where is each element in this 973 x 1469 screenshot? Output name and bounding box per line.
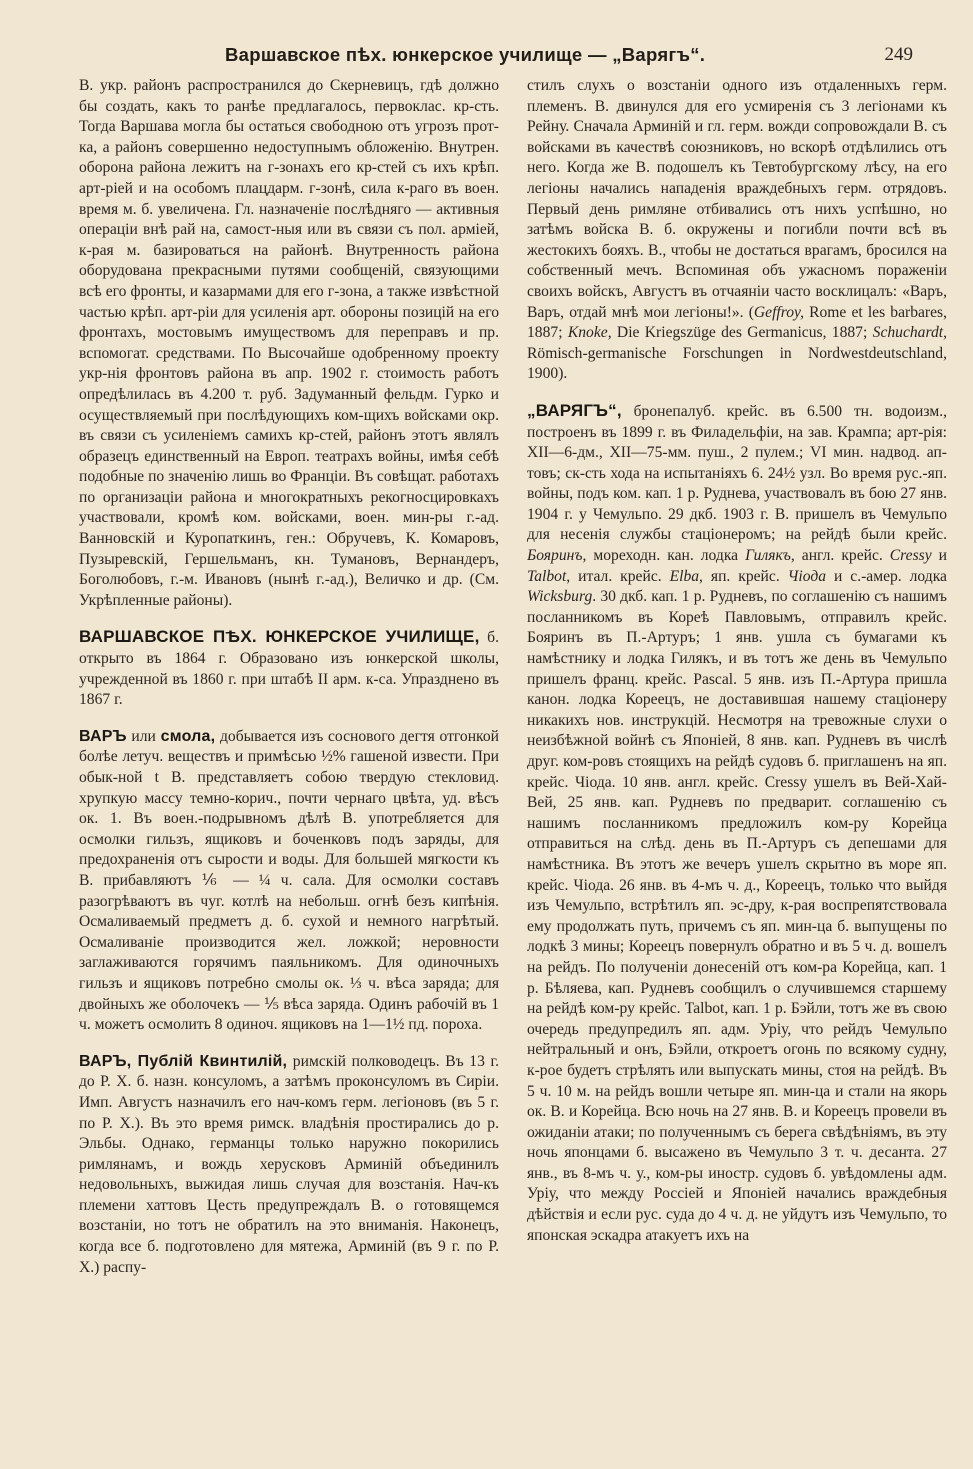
text-fragment: , яп. крейс. [699, 567, 788, 585]
entry-var-publius [79, 1052, 499, 1279]
text-columns [79, 76, 947, 1446]
paragraph-ukr-raion: В. укр. районъ распространился до Скерневицъ, гдѣ должно бы создать, какъ то ранѣе предлагалось, первоклас. кр-сть. Тогда Варшава могла бы остаться свободною отъ угрозъ прот-ка, а районъ совершенно недоступнымъ обложенію. Внутрен. оборона района лежитъ на г-зонахъ его кр-стей съ ихъ крѣп. арт-ріей и на особомъ плацдарм. г-зонѣ, сила к-раго въ воен. время м. б. увеличена. Гл. назначеніе послѣдняго — активныя операціи внѣ рай на, самост-ныя или въ связи съ пол. арміей, к-рая м. базироваться на районѣ. Внутренность района оборудована прекрасными путями сообщеній, связующими всѣ его фронты, и казармами для его г-зона, а также извѣстной частью крѣп. арт-ріи для усиленія арт. обороны позицій на его фронтахъ, мостовымъ имуществомъ для переправъ и пр. вспомогат. средствами. По Высочайше одобренному проекту укр-нія фронтовъ района въ апр. 1902 г. стоимость работъ опредѣлилась въ 4.200 т. руб. Задуманный фельдм. Гурко и осуществляемый при послѣдующихъ ком-щихъ войсками окр. въ связи съ усиленіемъ самихъ кр-стей, районъ этотъ являлъ образецъ единственный на Европ. театрахъ войны, имѣя себѣ подобные по значенію лишь во Франціи. Въ совѣщат. работахъ по организаціи района и многократныхъ рекогносцировкахъ участвовали, кромѣ ком. войсками, воен. мин-ры г.-ад. Ванновскій и Куропаткинъ, ген.: Обручевъ, К. Комаровъ, Пузыревскій, Гершельманъ, кн. Тумановъ, Вернандеръ, Боголюбовъ, г.-м. Ивановъ (нынѣ г.-ад.), Величко и др. (См. Укрѣпленные районы). [79, 77, 499, 609]
entry-connector: или [126, 727, 161, 745]
ship-name: Elba [669, 567, 700, 585]
left-column [79, 76, 499, 1446]
text-fragment: и [931, 547, 947, 565]
entry-title-warsaw-school: ВАРШАВСКОЕ ПѢХ. ЮНКЕРСКОЕ УЧИЛИЩЕ, [79, 627, 480, 647]
text-fragment: и с.-амер. лодка [826, 567, 947, 585]
right-column [527, 76, 947, 1446]
ship-name: Гилякъ [745, 547, 791, 565]
text-fragment: , англ. крейс. [790, 547, 890, 565]
text-fragment: , итал. крейс. [566, 567, 670, 585]
ref-author: Knoke, [567, 324, 612, 342]
ref-title: Römisch-germanische Forschungen in Nordwestdeutschland, 1900). [527, 344, 947, 383]
page-number: 249 [884, 44, 913, 65]
text-var-continued: стилъ слухъ о возстаніи одного изъ отдаленныхъ герм. племенъ. В. двинулся для его усмиренія съ 3 легіонами къ Рейну. Сначала Арминій и гл. герм. вожди сопровождали В. съ войсками въ качествѣ союзниковъ, но вскорѣ отдѣлились отъ него. Когда же В. подошелъ къ Тевтобургскому лѣсу, на его легіоны начались нападенія враждебныхъ герм. отрядовъ. Первый день римляне отбивались отъ нихъ успѣшно, но затѣмъ войска В. б. окружены и погибли почти всѣ въ жестокихъ бояхъ. В., чтобы не достаться врагамъ, бросился на собственный мечъ. Вспоминая объ ужасномъ пораженіи своихъ войскъ, Августъ въ отчаяніи часто восклицалъ: «Варъ, Варъ, отдай мнѣ мои легіоны!». ( [527, 77, 947, 321]
page-header [60, 40, 913, 68]
ref-title: Die Kriegszüge des Germanicus, 1887; [611, 324, 873, 342]
entry-varyag [527, 401, 947, 1246]
entry-text-varyag-rest: . 30 дкб. кап. 1 р. Рудневъ, по соглашенію съ нашимъ посланникомъ въ Кореѣ Павловымъ, отправилъ крейс. Бояринъ въ П.-Артуръ; 1 янв. ушла съ бумагами къ намѣстнику и лодка Гилякъ, и въ тотъ же день въ Чемульпо пришелъ франц. крейс. Pascal. 5 янв. изъ П.-Артура пришла канон. лодка Кореецъ, не доставившая нашему стаціонеру никакихъ нов. инструкцій. Несмотря на тревожные слухи о неизбѣжной войнѣ съ Японіей, 8 янв. кап. Рудневъ въ числѣ друг. ком-ровъ стоящихъ на рейдѣ судовъ б. приглашенъ на яп. крейс. Чіода. 10 янв. англ. крейс. Cressy ушелъ въ Вей-Хай-Вей, 25 янв. кап. Рудневъ по предварит. соглашенію съ нашимъ посланникомъ предложилъ ком-ру Корейца отправиться на слѣд. день въ П.-Артуръ съ депешами для намѣстника. Въ этотъ же вечеръ ушелъ скрытно въ море яп. крейс. Чіода. 26 янв. въ 4-мъ ч. д., Кореецъ, только что выйдя изъ Чемульпо, встрѣтилъ яп. эс-дру, к-рая воспрепятствовала ему продолжать путь, причемъ съ яп. мин-ца б. выпущены по лодкѣ 3 мины; Кореецъ повернулъ обратно и въ 5 ч. д. вошелъ на рейдъ. По полученіи донесеній отъ ком-ра Корейца, кап. 1 р. Бѣляева, кап. Рудневъ сообщилъ о случившемся старшему на рейдѣ ком-ру крейс. Talbot, кап. 1 р. Бэйли, тотъ же въ свою очередь предупредилъ яп. адм. Уріу, что рейдъ Чемульпо нейтральный и онъ, Бэйли, откроетъ огонь по всякому судну, к-рое будетъ стрѣлять или выпускать мины, стоя на рейдѣ. Въ 5 ч. 10 м. на рейдъ вошли четыре яп. мин-ца и стали на якорь ок. В. и Корейца. Всю ночь на 27 янв. В. и Кореецъ провели въ ожиданіи атаки; по полученнымъ съ берега свѣдѣніямъ, въ эту ночь японцами б. высажено въ Чемульпо 3 т. ч. десанта. 27 янв., въ 8-мъ ч. у., ком-ры иностр. судовъ б. увѣдомлены адм. Уріу, что между Россіей и Японіей начались враждебныя дѣйствія и если рус. суда до 4 ч. д. не уйдутъ изъ Чемульпо, то японская эскадра атакуетъ ихъ на [527, 588, 947, 1244]
ship-name: Wicksburg [527, 588, 593, 606]
entry-title-var: ВАРЪ [79, 727, 127, 745]
entry-var-smola [79, 727, 499, 1036]
ref-title: Rome et les barbares, 1887; [527, 303, 947, 342]
entry-text-var-publius: римскій полководецъ. Въ 13 г. до Р. Х. б. назн. консуломъ, а затѣмъ проконсуломъ въ Сиріи. Имп. Августъ назначилъ его нач-комъ герм. легіоновъ (въ 5 г. по Р. Х.). Въ это время римск. владѣнія простирались до р. Эльбы. Однако, германцы только наружно покорились римлянамъ, и вождь херусковъ Арминій объединилъ недовольныхъ, выжидая лишь случая для возстанія. Нач-къ племени хаттовъ Цесть предупреждалъ В. о готовящемся возстаніи, но тотъ не обратилъ на это вниманія. Наконецъ, когда все б. подготовлено для мятежа, Арминій (въ 9 г. по Р. Х.) распу- [79, 1052, 499, 1276]
ship-name: Talbot [527, 567, 567, 585]
entry-title-varyag: „ВАРЯГЪ“, [527, 400, 622, 420]
running-title: Варшавское пѣх. юнкерское училище — „Варягъ“. [225, 44, 706, 65]
entry-text-warsaw-school: б. открыто въ 1864 г. Образовано изъ юнкерской школы, учрежденной въ 1860 г. при штабѣ II арм. к-са. Упразднено въ 1867 г. [79, 629, 499, 709]
paragraph-var-continued [527, 76, 947, 385]
entry-text-var-smola: добывается изъ соснового дегтя отгонкой болѣе летуч. веществъ и примѣсью ½% гашеной извести. При обык-ной t В. представляетъ собою твердую стекловид. хрупкую массу темно-корич., почти чернаго цвѣта, уд. вѣсъ ок. 1. Въ воен.-подрывномъ дѣлѣ В. употребляется для осмолки гильзъ, ящиковъ и боченковъ подъ заряды, для предохраненія отъ сырости и воды. Для большей мягкости къ В. прибавляютъ ⅙ — ¼ ч. сала. Для осмолки составъ разогрѣваютъ въ чуг. котлѣ на небольш. огнѣ безъ кипѣнія. Осмаливаемый предметъ д. б. сухой и немного нагрѣтый. Осмаливаніе производится жел. ложкой; неровности заглаживаются горячимъ паяльникомъ. Для одиночныхъ гильзъ и ящиковъ потребно смолы ок. ⅓ ч. вѣса заряда; для двойныхъ же оболочекъ — ⅕ вѣса заряда. Одинъ рабочій въ 1 ч. можетъ осмолить 8 одиноч. ящиковъ на 1—1½ пд. пороха. [79, 727, 499, 1034]
entry-title-smola: смола, [160, 727, 216, 745]
ref-author: Schuchardt, [872, 324, 947, 342]
ship-name: Чіода [787, 567, 827, 585]
ship-name: Бояринъ [527, 547, 583, 565]
ship-name: Cressy [889, 547, 932, 565]
text-fragment: , мореходн. кан. лодка [582, 547, 746, 565]
entry-text-varyag: бронепалуб. крейс. въ 6.500 тн. водоизм., построенъ въ 1899 г. въ Филадельфіи, на зав. Крампа; арт-рія: XII—6-дм., XII—75-мм. пуш., 2 пулем.; VI мин. надвод. ап-товъ; ск-сть хода на испытаніяхъ 6. 24½ узл. Во время рус.-яп. войны, подъ ком. кап. 1 р. Руднева, участвовалъ въ бою 27 янв. 1904 г. у Чемульпо. 29 дкб. 1903 г. В. пришелъ въ Чемульпо для несенія службы стаціонеромъ; на рейдѣ были крейс. [527, 402, 947, 544]
entry-title-var-publius: ВАРЪ, Публій Квинтилій, [79, 1052, 288, 1070]
ref-author: Geffroy, [753, 303, 804, 321]
entry-warsaw-school [79, 627, 499, 710]
